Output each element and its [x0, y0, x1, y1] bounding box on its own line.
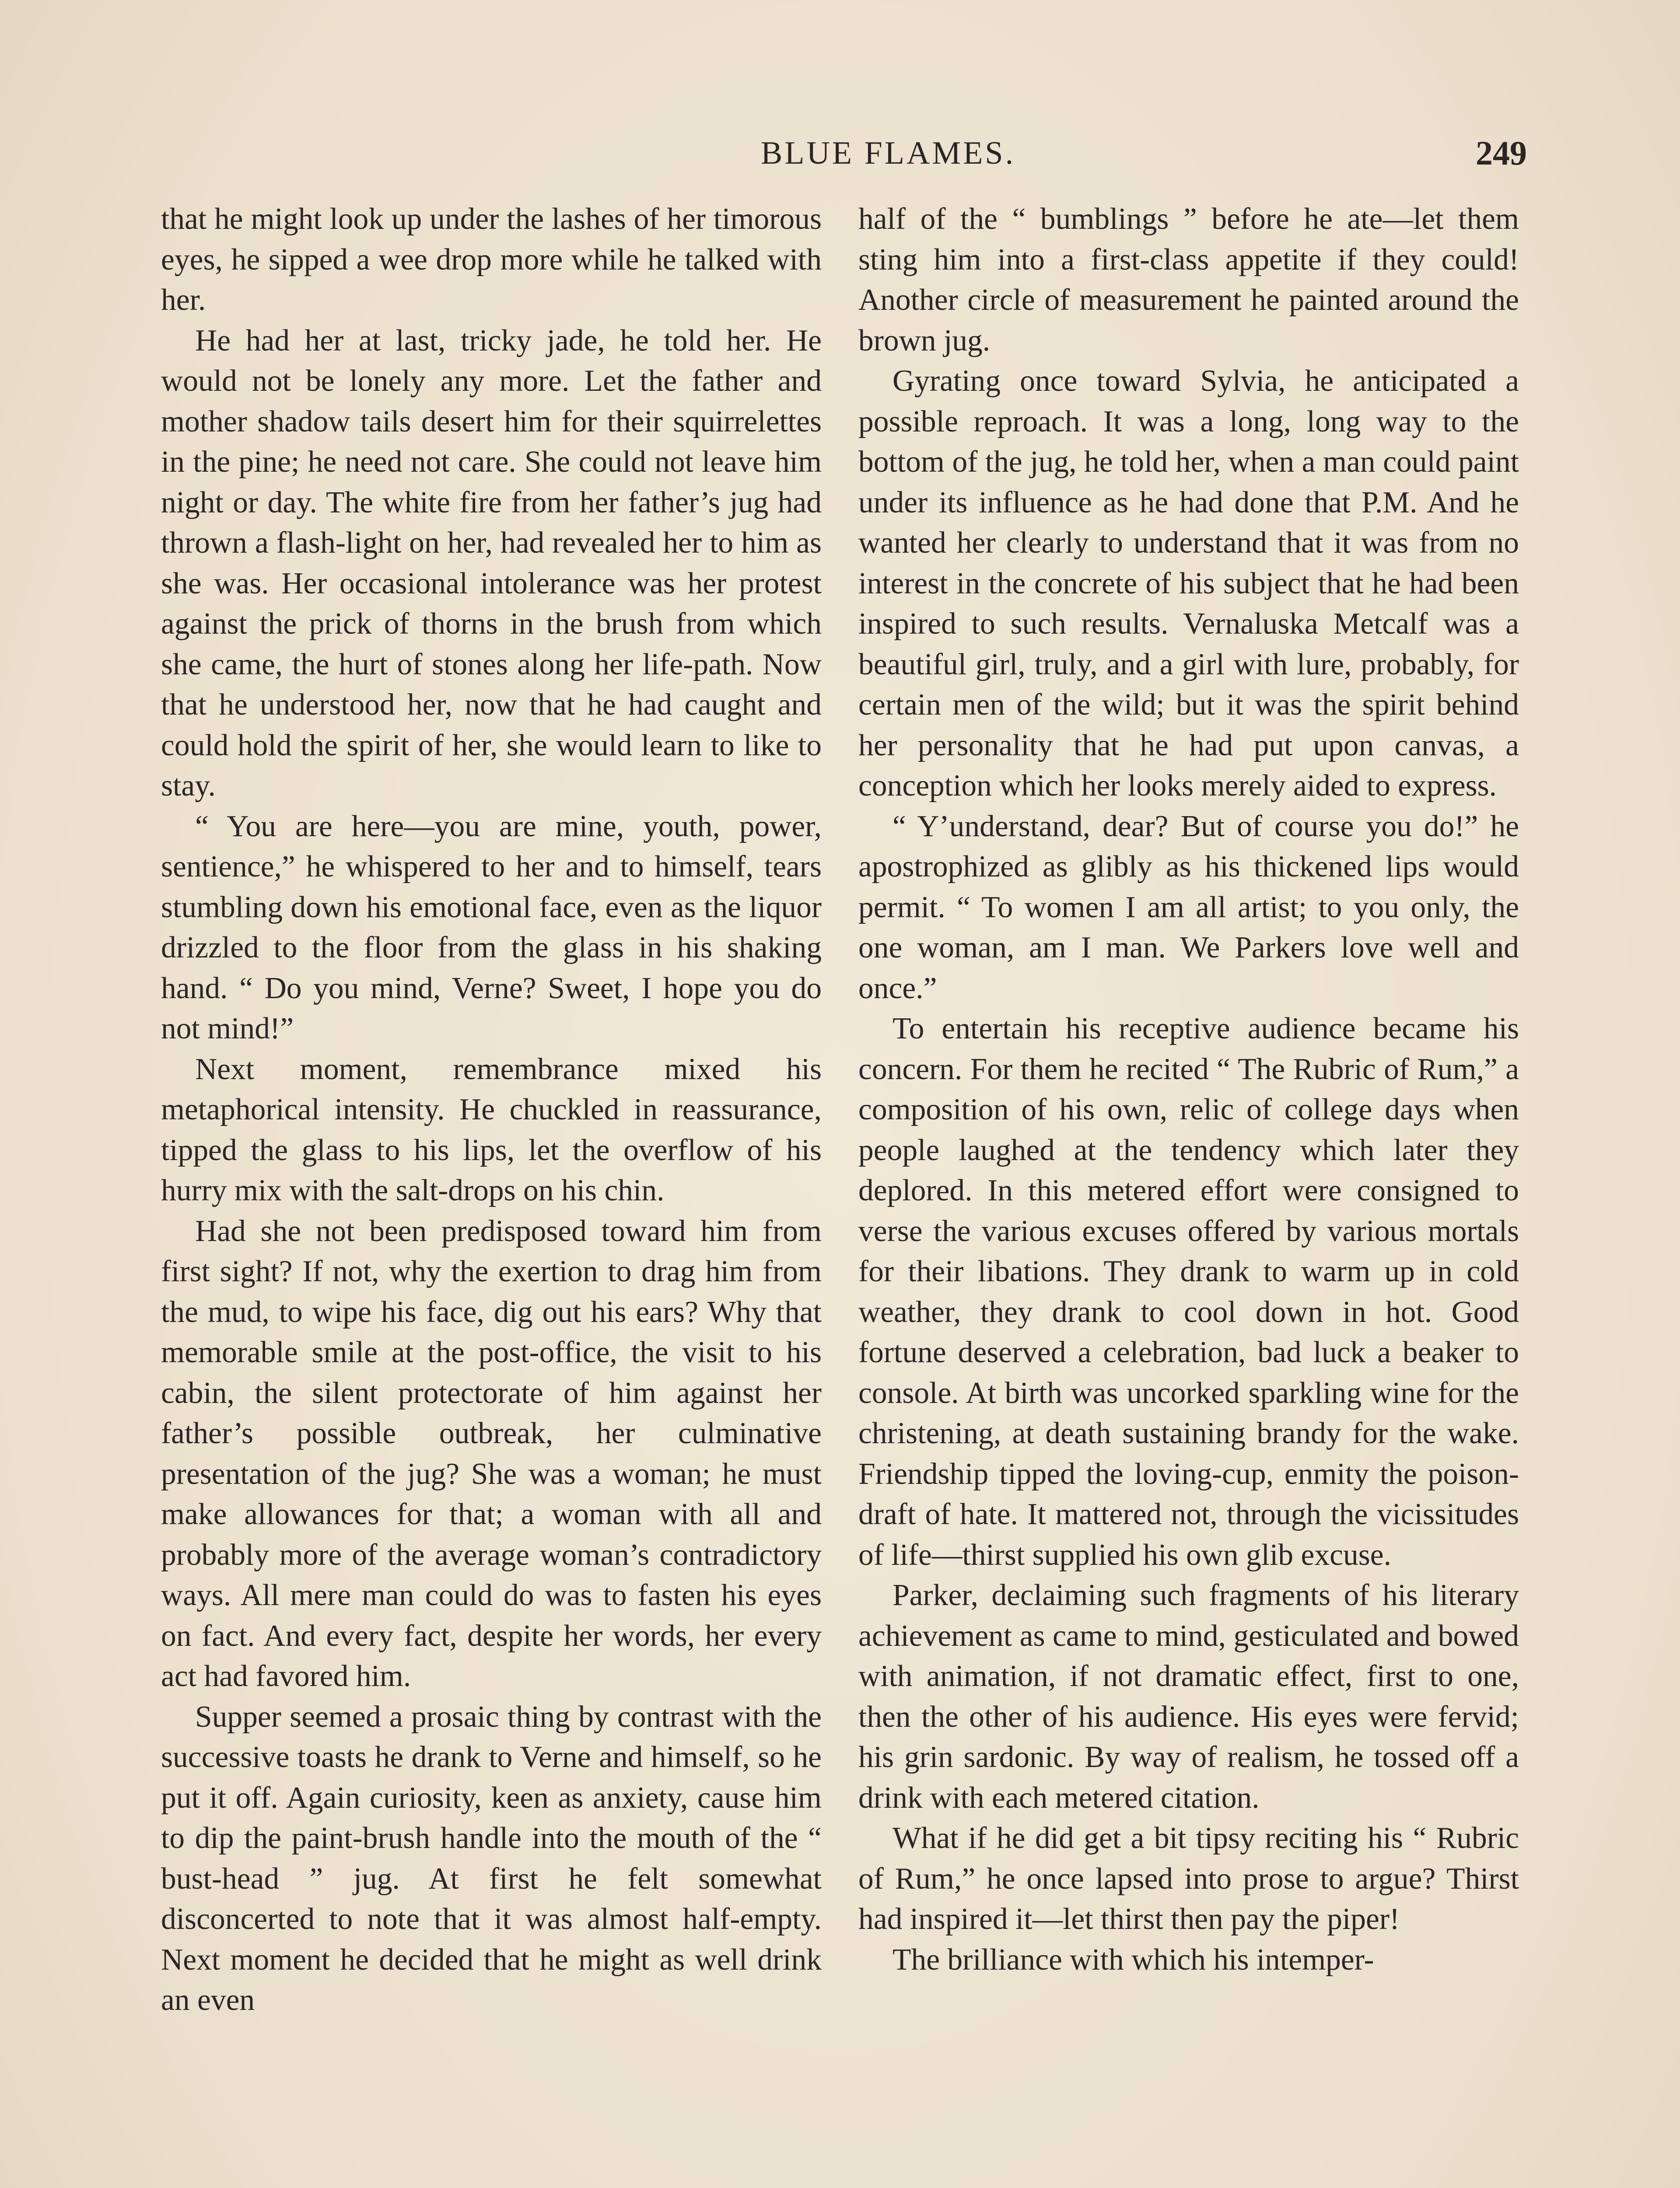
- running-title: BLUE FLAMES.: [760, 135, 1016, 171]
- paragraph: He had her at last, tricky jade, he told her. He would not be lonely any more. Let the father and mother shadow tails desert him for their squirrelettes in the pine; he need not care. She could not leave him night or day. The white fire from her father’s jug had thrown a flash-light on her, had revealed her to him as she was. Her occasional intolerance was her protest against the prick of thorns in the brush from which she came, the hurt of stones along her life-path. Now that he understood her, now that he had caught and could hold the spirit of her, she would learn to like to stay.: [161, 323, 822, 803]
- paragraph: Had she not been predisposed toward him from first sight? If not, why the exertion to drag him from the mud, to wipe his face, dig out his ears? Why that memorable smile at the post-office, the visit to his cabin, the silent protectorate of him against her father’s possible outbreak, her culminative presentation of the jug? She was a woman; he must make allowances for that; a woman with all and probably more of the average woman’s contradictory ways. All mere man could do was to fasten his eyes on fact. And every fact, despite her words, her every act had favored him.: [161, 1214, 822, 1693]
- page-number: 249: [1476, 134, 1527, 172]
- paragraph: “ You are here—you are mine, youth, power, sentience,” he whispered to her and to himself, tears stumbling down his emotional face, even as the liquor drizzled to the floor from the glass in his shaking hand. “ Do you mind, Verne? Sweet, I hope you do not mind!”: [161, 809, 822, 1045]
- paragraph: Next moment, remembrance mixed his metaphorical intensity. He chuckled in reassurance, tipped the glass to his lips, let the overflow of his hurry mix with the salt-drops on his chin.: [161, 1052, 822, 1207]
- paragraph: Gyrating once toward Sylvia, he anticipated a possible reproach. It was a long, long way to the bottom of the jug, he told her, when a man could paint under its influence as he had done that P.M. And he wanted her clearly to understand that it was from no interest in the concrete of his subject that he had been inspired to such results. Vernaluska Metcalf was a beautiful girl, truly, and a girl with lure, probably, for certain men of the wild; but it was the spirit behind her personality that he had put upon canvas, a conception which her looks merely aided to express.: [858, 364, 1519, 803]
- paragraph: The brilliance with which his intemper-: [892, 1943, 1374, 1977]
- paragraph: To entertain his receptive audience became his concern. For them he recited “ The Rubric of Rum,” a composition of his own, relic of college days when people laughed at the tendency which later they deplored. In this metered effort were consigned to verse the various excuses offered by various mortals for their libations. They drank to warm up in cold weather, they drank to cool down in hot. Good fortune deserved a celebration, bad luck a beaker to console. At birth was uncorked sparkling wine for the christening, at death sustaining brandy for the wake. Friendship tipped the loving-cup, enmity the poison-draft of hate. It mattered not, through the vicissitudes of life—thirst supplied his own glib excuse.: [858, 1012, 1519, 1572]
- paragraph: “ Y’understand, dear? But of course you do!” he apostrophized as glibly as his thickened lips would permit. “ To women I am all artist; to you only, the one woman, am I man. We Parkers love well and once.”: [858, 809, 1519, 1005]
- paragraph: Parker, declaiming such fragments of his literary achievement as came to mind, gesticulated and bowed with animation, if not dramatic effect, first to one, then the other of his audience. His eyes were fervid; his grin sardonic. By way of realism, he tossed off a drink with each metered citation.: [858, 1578, 1519, 1815]
- paragraph: that he might look up under the lashes of her timorous eyes, he sipped a wee drop more while he talked with her.: [161, 202, 822, 317]
- right-column: [858, 199, 1519, 1980]
- paragraph: half of the “ bumblings ” before he ate—let them sting him into a first-class appetite if they could! Another circle of measurement he painted around the brown jug.: [858, 202, 1519, 358]
- paragraph: What if he did get a bit tipsy reciting his “ Rubric of Rum,” he once lapsed into prose to argue? Thirst had inspired it—let thirst then pay the piper!: [858, 1821, 1519, 1936]
- left-column: [161, 199, 822, 2021]
- running-head: [0, 127, 1680, 179]
- paragraph: Supper seemed a prosaic thing by contrast with the successive toasts he drank to Verne and himself, so he put it off. Again curiosity, keen as anxiety, cause him to dip the paint-brush handle into the mouth of the “ bust-head ” jug. At first he felt somewhat disconcerted to note that it was almost half-empty. Next moment he decided that he might as well drink an even: [161, 1700, 822, 2017]
